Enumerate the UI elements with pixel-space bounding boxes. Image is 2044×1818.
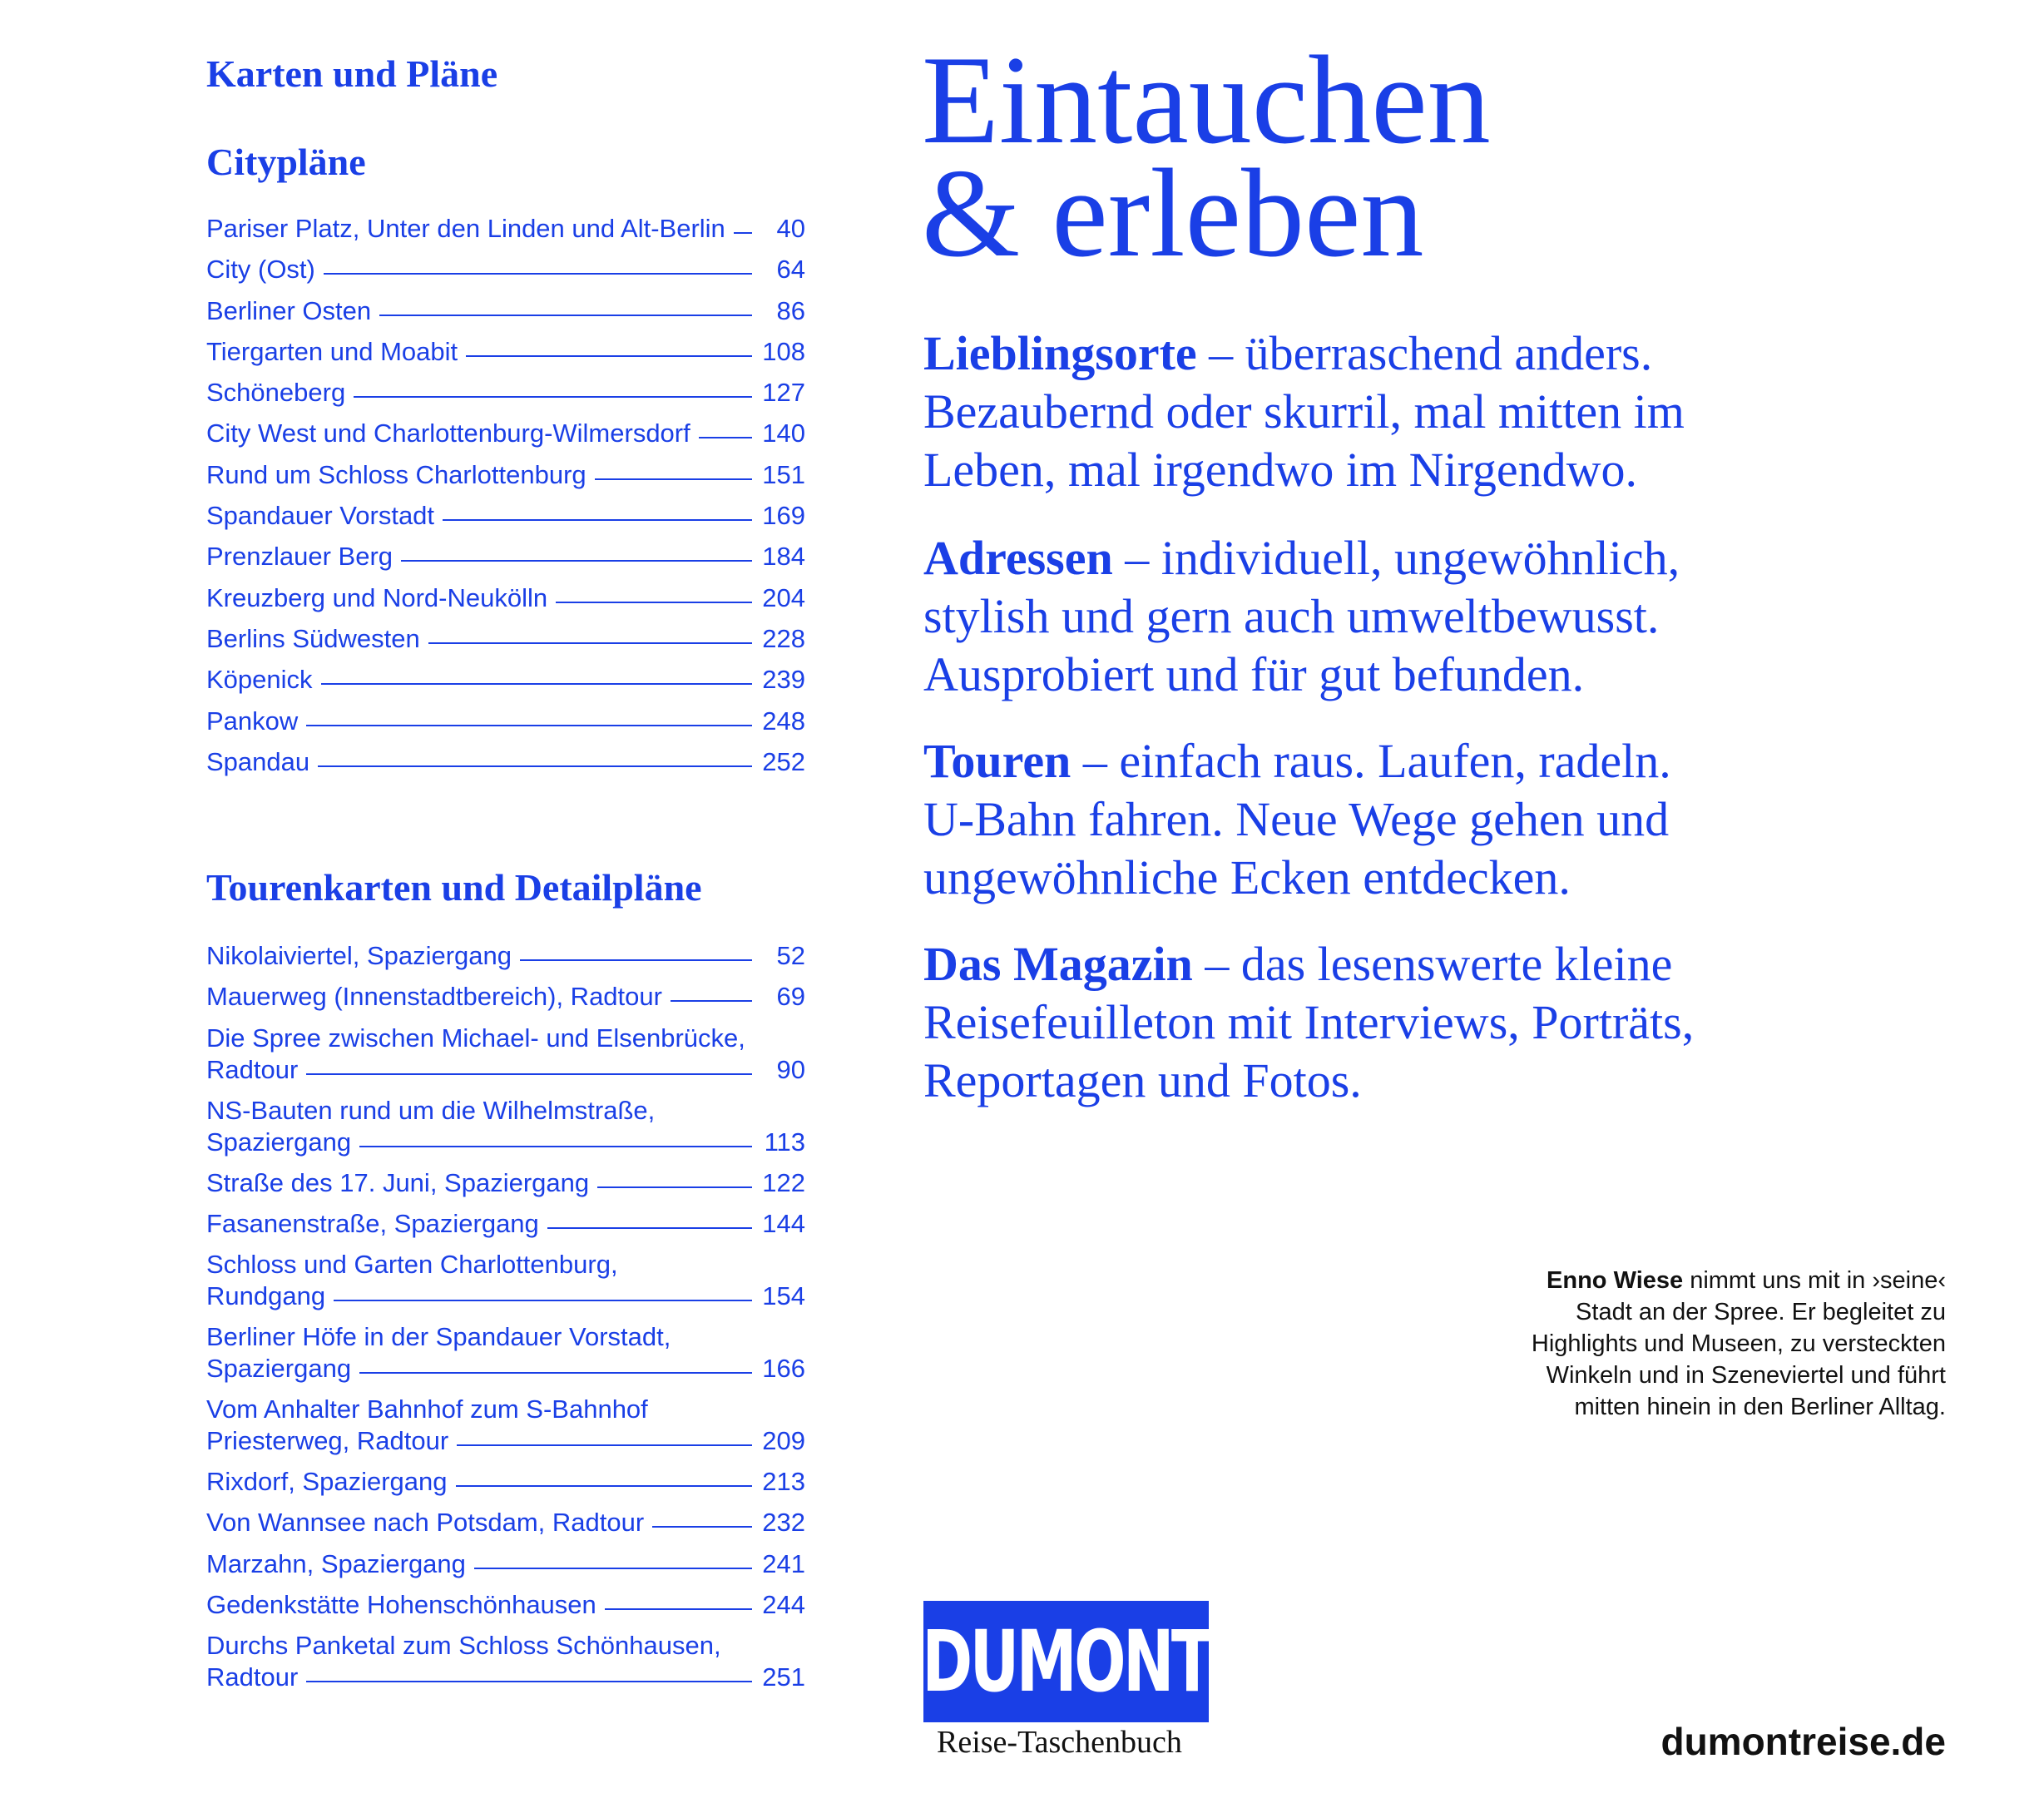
toc-entry xyxy=(206,582,805,623)
toc-entry-line xyxy=(206,418,805,449)
feature-text: Reportagen und Fotos. xyxy=(923,1053,1362,1107)
toc-entry xyxy=(206,500,805,541)
leader-line xyxy=(671,1000,752,1002)
author-blurb xyxy=(1480,1265,1946,1423)
leader-line xyxy=(699,437,752,438)
feature-text: Reisefeuilleton mit Interviews, Porträts, xyxy=(923,995,1695,1049)
toc-entry-title: Prenzlauer Berg xyxy=(206,542,393,572)
toc-entry-page: 64 xyxy=(776,255,805,285)
city-maps-heading: Citypläne xyxy=(206,141,366,183)
blurb-text: Highlights und Museen, zu versteckten xyxy=(1531,1330,1946,1357)
toc-entry-page: 140 xyxy=(762,419,805,448)
toc-entry-line xyxy=(206,664,805,696)
feature-lieblingsorte xyxy=(923,324,1755,499)
toc-entry-page: 40 xyxy=(776,214,805,243)
toc-entry xyxy=(206,940,805,981)
toc-entry-page: 90 xyxy=(776,1054,805,1084)
toc-entry-page: 248 xyxy=(762,706,805,736)
leader-line xyxy=(443,519,752,521)
toc-entry-title: Priesterweg, Radtour xyxy=(206,1426,449,1456)
feature-keyword: Lieblingsorte xyxy=(923,326,1197,380)
leader-line xyxy=(306,725,752,726)
feature-text: – das lesenswerte kleine xyxy=(1205,937,1673,991)
blurb-text: Winkeln und in Szeneviertel und führt xyxy=(1546,1362,1946,1389)
feature-text: Bezaubernd oder skurril, mal mitten im xyxy=(923,384,1685,438)
headline xyxy=(922,30,1491,283)
toc-entry xyxy=(206,295,805,336)
toc-entry xyxy=(206,1321,805,1394)
toc-entry-title: Marzahn, Spaziergang xyxy=(206,1548,466,1578)
feature-magazin xyxy=(923,935,1755,1110)
toc-entry xyxy=(206,1167,805,1208)
toc-entry-page: 251 xyxy=(762,1662,805,1692)
toc-entry-title: Radtour xyxy=(206,1662,299,1692)
toc-entry-title: Spaziergang xyxy=(206,1127,352,1157)
toc-entry-title-line: Die Spree zwischen Michael- und Elsenbrücke, xyxy=(206,1023,745,1053)
leader-line xyxy=(556,602,752,603)
toc-entry xyxy=(206,1466,805,1507)
toc-entry xyxy=(206,1630,805,1702)
toc-entry-line xyxy=(206,1425,805,1457)
toc-entry-title: Radtour xyxy=(206,1054,299,1084)
toc-entry-line xyxy=(206,1281,805,1312)
toc-entry-line xyxy=(206,1662,805,1693)
toc-entry-line xyxy=(206,1208,805,1240)
toc-entry-line xyxy=(206,541,805,572)
toc-entry-title: Kreuzberg und Nord-Neukölln xyxy=(206,582,548,612)
leader-line xyxy=(359,1372,752,1374)
toc-entry-page: 166 xyxy=(762,1354,805,1384)
toc-entry-line xyxy=(206,1127,805,1158)
toc-entry-line xyxy=(206,1589,805,1621)
toc-entry-title-line: Schloss und Garten Charlottenburg, xyxy=(206,1250,618,1280)
toc-entry-title: Tiergarten und Moabit xyxy=(206,336,458,366)
tour-maps-heading: Tourenkarten und Detailpläne xyxy=(206,866,702,909)
leader-line xyxy=(306,1681,752,1682)
leader-line xyxy=(334,1300,752,1301)
leader-line xyxy=(428,642,752,644)
toc-entry-title: Spandau xyxy=(206,746,310,776)
toc-entry-page: 209 xyxy=(762,1426,805,1456)
toc-entry-line xyxy=(206,1466,805,1498)
blurb-text: mitten hinein in den Berliner Alltag. xyxy=(1574,1394,1946,1420)
toc-entry xyxy=(206,981,805,1022)
toc-entry-title-line: Berliner Höfe in der Spandauer Vorstadt, xyxy=(206,1322,671,1352)
toc-entry-title: Rundgang xyxy=(206,1281,326,1311)
toc-entry-title: Berliner Osten xyxy=(206,295,372,325)
toc-entry-title: City (Ost) xyxy=(206,255,315,285)
leader-line xyxy=(379,315,752,316)
toc-entry xyxy=(206,1394,805,1466)
toc-entry-line xyxy=(206,1353,805,1385)
toc-entry-line xyxy=(206,254,805,285)
feature-keyword: Das Magazin xyxy=(923,937,1193,991)
toc-entry-line xyxy=(206,746,805,778)
leader-line xyxy=(474,1568,752,1569)
leader-line xyxy=(456,1485,753,1487)
feature-text: stylish und gern auch umweltbewusst. xyxy=(923,589,1660,643)
toc-entry-title-line: NS-Bauten rund um die Wilhelmstraße, xyxy=(206,1095,656,1125)
toc-entry-title: Rund um Schloss Charlottenburg xyxy=(206,459,586,489)
toc-entry-title: Berlins Südwesten xyxy=(206,623,420,653)
toc-entry-title: Pankow xyxy=(206,706,299,736)
toc-entry-line xyxy=(206,1054,805,1086)
feature-adressen xyxy=(923,529,1755,704)
toc-entry xyxy=(206,336,805,377)
leader-line xyxy=(457,1444,752,1446)
feature-text: Leben, mal irgendwo im Nirgendwo. xyxy=(923,443,1638,497)
dumont-logo xyxy=(923,1601,1209,1722)
leader-line xyxy=(520,959,752,961)
toc-entry-page: 52 xyxy=(776,941,805,970)
toc-entry-title: Straße des 17. Juni, Spaziergang xyxy=(206,1167,590,1197)
headline-line-2: & erleben xyxy=(922,143,1424,283)
toc-entry xyxy=(206,377,805,418)
toc-entry-line xyxy=(206,500,805,532)
leader-line xyxy=(597,1186,752,1188)
leader-line xyxy=(318,765,752,767)
toc-entry-page: 204 xyxy=(762,582,805,612)
toc-entry-page: 151 xyxy=(762,459,805,489)
toc-entry-title-line: Durchs Panketal zum Schloss Schönhausen, xyxy=(206,1631,721,1661)
leader-line xyxy=(354,396,752,398)
toc-entry xyxy=(206,418,805,458)
toc-entry-title: Mauerweg (Innenstadtbereich), Radtour xyxy=(206,982,662,1012)
toc-entry-page: 239 xyxy=(762,665,805,695)
headline-line-1: Eintauchen xyxy=(922,30,1491,170)
toc-entry-title: Fasanenstraße, Spaziergang xyxy=(206,1208,539,1238)
leader-line xyxy=(321,683,752,685)
toc-entry-page: 228 xyxy=(762,623,805,653)
toc-entry-title: Spaziergang xyxy=(206,1354,352,1384)
leader-line xyxy=(306,1073,752,1075)
blurb-text: nimmt uns mit in ›seine‹ xyxy=(1683,1267,1946,1294)
leader-line xyxy=(324,273,752,275)
tour-maps-list xyxy=(206,940,805,1702)
toc-entry-page: 213 xyxy=(762,1467,805,1497)
leader-line xyxy=(734,232,752,234)
toc-entry-page: 252 xyxy=(762,746,805,776)
toc-entry-line xyxy=(206,1507,805,1538)
toc-entry-line xyxy=(206,940,805,972)
toc-entry-page: 154 xyxy=(762,1281,805,1311)
toc-entry xyxy=(206,254,805,295)
toc-entry-page: 169 xyxy=(762,501,805,531)
toc-entry-title: Rixdorf, Spaziergang xyxy=(206,1467,448,1497)
feature-text: – überraschend anders. xyxy=(1209,326,1653,380)
toc-entry xyxy=(206,623,805,664)
toc-entry-line xyxy=(206,1167,805,1199)
feature-text: – einfach raus. Laufen, radeln. xyxy=(1082,734,1671,788)
toc-entry xyxy=(206,1208,805,1249)
toc-entry-title: Von Wannsee nach Potsdam, Radtour xyxy=(206,1508,645,1538)
toc-entry-page: 127 xyxy=(762,378,805,408)
leader-line xyxy=(605,1608,752,1610)
toc-entry xyxy=(206,746,805,787)
toc-entry-line xyxy=(206,623,805,655)
toc-entry-line xyxy=(206,706,805,737)
toc-entry-title: Schöneberg xyxy=(206,378,346,408)
toc-entry-page: 108 xyxy=(762,336,805,366)
maps-heading: Karten und Pläne xyxy=(206,52,498,95)
website-url: dumontreise.de xyxy=(1660,1720,1946,1763)
toc-entry-line xyxy=(206,459,805,491)
toc-entry-title: City West und Charlottenburg-Wilmersdorf xyxy=(206,419,690,448)
toc-entry-line xyxy=(206,295,805,327)
toc-entry xyxy=(206,664,805,705)
toc-entry-page: 122 xyxy=(762,1167,805,1197)
series-subtitle: Reise-Taschenbuch xyxy=(937,1725,1182,1760)
toc-entry-title-line: Vom Anhalter Bahnhof zum S-Bahnhof xyxy=(206,1394,648,1424)
author-name: Enno Wiese xyxy=(1547,1267,1684,1294)
logo-wordmark: DUMONT xyxy=(922,1612,1210,1711)
toc-entry-page: 184 xyxy=(762,542,805,572)
toc-entry xyxy=(206,1548,805,1589)
toc-entry-line xyxy=(206,582,805,614)
toc-entry-title: Pariser Platz, Unter den Linden und Alt-Berlin xyxy=(206,214,725,243)
toc-entry-line xyxy=(206,981,805,1013)
feature-text: U-Bahn fahren. Neue Wege gehen und xyxy=(923,792,1670,846)
toc-entry xyxy=(206,1507,805,1548)
city-maps-list xyxy=(206,213,805,787)
toc-entry-title: Spandauer Vorstadt xyxy=(206,501,435,531)
toc-entry-page: 113 xyxy=(764,1127,805,1157)
toc-entry-page: 232 xyxy=(762,1508,805,1538)
toc-entry-line xyxy=(206,1548,805,1580)
toc-entry xyxy=(206,1589,805,1630)
toc-entry-line xyxy=(206,213,805,245)
feature-text: – individuell, ungewöhnlich, xyxy=(1125,531,1680,585)
toc-entry-page: 86 xyxy=(776,295,805,325)
toc-entry xyxy=(206,1023,805,1095)
toc-entry-line xyxy=(206,377,805,409)
toc-entry-line xyxy=(206,336,805,368)
toc-entry-title: Gedenkstätte Hohenschönhausen xyxy=(206,1590,596,1620)
leader-line xyxy=(652,1526,752,1528)
toc-entry-page: 244 xyxy=(762,1590,805,1620)
toc-entry-title: Nikolaiviertel, Spaziergang xyxy=(206,941,512,970)
toc-entry-page: 241 xyxy=(762,1548,805,1578)
toc-entry-page: 69 xyxy=(776,982,805,1012)
toc-entry xyxy=(206,459,805,500)
toc-entry xyxy=(206,1249,805,1321)
feature-text: Ausprobiert und für gut befunden. xyxy=(923,647,1585,701)
toc-entry xyxy=(206,1095,805,1167)
leader-line xyxy=(466,355,752,357)
feature-keyword: Adressen xyxy=(923,531,1113,585)
feature-touren xyxy=(923,732,1755,907)
feature-text: ungewöhnliche Ecken entdecken. xyxy=(923,850,1571,904)
toc-entry xyxy=(206,706,805,746)
leader-line xyxy=(401,560,752,562)
leader-line xyxy=(359,1146,752,1147)
toc-entry xyxy=(206,541,805,582)
toc-entry-page: 144 xyxy=(762,1208,805,1238)
feature-keyword: Touren xyxy=(923,734,1071,788)
toc-entry xyxy=(206,213,805,254)
blurb-text: Stadt an der Spree. Er begleitet zu xyxy=(1576,1299,1946,1325)
leader-line xyxy=(547,1227,752,1229)
toc-entry-title: Köpenick xyxy=(206,665,313,695)
leader-line xyxy=(595,478,752,480)
